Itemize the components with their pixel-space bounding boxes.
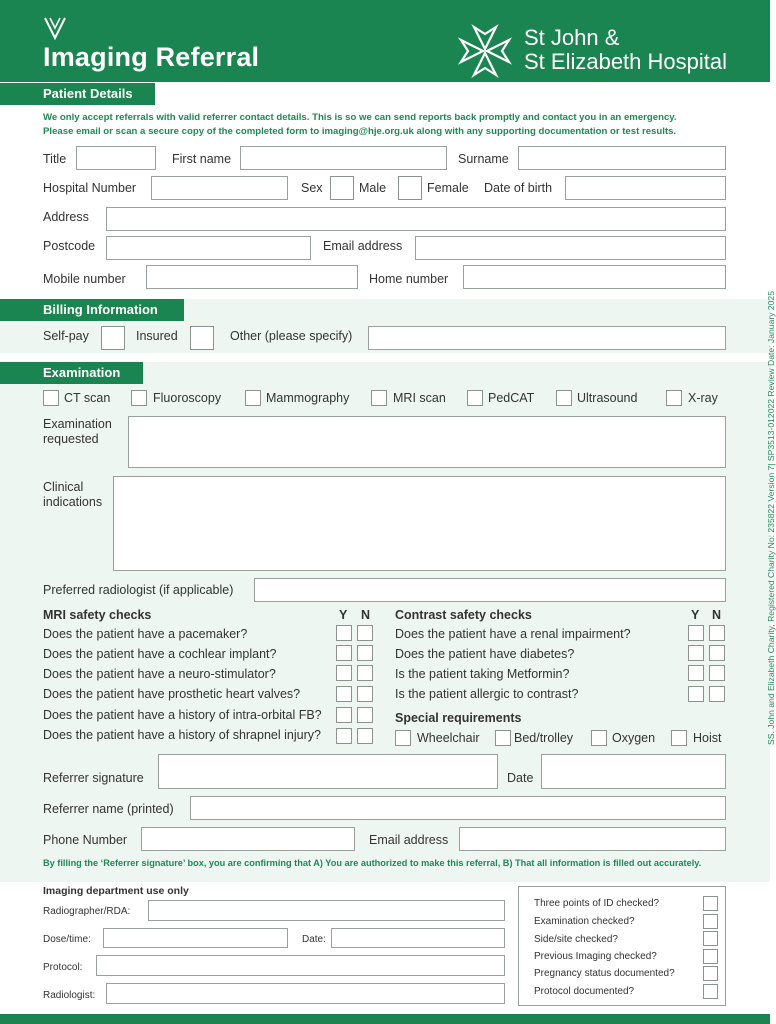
surname-field[interactable] [518, 146, 726, 170]
mri-yes-header: Y [339, 608, 348, 622]
check-protocol-checkbox[interactable] [703, 984, 718, 999]
bed-trolley-label: Bed/trolley [514, 731, 574, 745]
mri-no-header: N [361, 608, 371, 622]
header-banner [0, 0, 770, 82]
home-number-label: Home number [369, 272, 449, 286]
clinical-indications-label-1: Clinical [43, 480, 84, 494]
exam-requested-field[interactable] [128, 416, 726, 468]
mri-q1-no-checkbox[interactable] [357, 625, 373, 641]
surname-label: Surname [458, 152, 509, 166]
male-checkbox[interactable] [330, 176, 354, 200]
mri-q6-yes-checkbox[interactable] [336, 728, 352, 744]
title-field[interactable] [76, 146, 156, 170]
dosetime-label: Dose/time: [43, 934, 91, 945]
contrast-q2-no-checkbox[interactable] [709, 645, 725, 661]
patient-note-line1: We only accept referrals with valid referrer contact details. This is so we can send reports back promptly and contact you in an emergency. [43, 112, 677, 123]
hoist-label: Hoist [693, 731, 722, 745]
exam-requested-label-1: Examination [43, 417, 112, 431]
mri-question-6: Does the patient have a history of shrapnel injury? [43, 728, 321, 742]
mri-scan-label: MRI scan [393, 391, 446, 405]
wheelchair-label: Wheelchair [417, 731, 480, 745]
first-name-label: First name [172, 152, 232, 166]
referrer-email-field[interactable] [459, 827, 726, 851]
note-text-b: along with any supporting documentation or test results. [413, 126, 677, 137]
phone-number-label: Phone Number [43, 833, 128, 847]
patient-email-field[interactable] [415, 236, 726, 260]
referrer-date-field[interactable] [541, 754, 726, 789]
mri-question-2: Does the patient have a cochlear implant? [43, 647, 277, 661]
patient-section-header: Patient Details [0, 83, 155, 105]
check-exam-checkbox[interactable] [703, 914, 718, 929]
referrer-signature-field[interactable] [158, 754, 498, 789]
mri-q1-yes-checkbox[interactable] [336, 625, 352, 641]
mri-question-3: Does the patient have a neuro-stimulator? [43, 667, 276, 681]
check-exam-label: Examination checked? [534, 916, 635, 927]
ct-scan-label: CT scan [64, 391, 111, 405]
mri-question-1: Does the patient have a pacemaker? [43, 627, 248, 641]
insured-label: Insured [136, 329, 178, 343]
exam-requested-label-2: requested [43, 432, 99, 446]
mri-q6-no-checkbox[interactable] [357, 728, 373, 744]
patient-note-line2 [43, 126, 676, 137]
mri-q2-no-checkbox[interactable] [357, 645, 373, 661]
dept-use-title: Imaging department use only [43, 885, 189, 897]
contrast-q4-no-checkbox[interactable] [709, 686, 725, 702]
ultrasound-label: Ultrasound [577, 391, 638, 405]
other-field[interactable] [368, 326, 726, 350]
clinical-indications-field[interactable] [113, 476, 726, 571]
confirmation-note: By filling the ‘Referrer signature’ box, you are confirming that A) You are authorized to make this referral, B) That all information is filled out accurately. [43, 858, 702, 868]
check-protocol-label: Protocol documented? [534, 986, 635, 997]
oxygen-label: Oxygen [612, 731, 656, 745]
referrer-name-label: Referrer name (printed) [43, 802, 174, 816]
fluoroscopy-label: Fluoroscopy [153, 391, 222, 405]
mobile-field[interactable] [146, 265, 358, 289]
preferred-radiologist-label: Preferred radiologist (if applicable) [43, 583, 234, 597]
pedcat-checkbox[interactable] [467, 390, 483, 406]
org-name-line1: St John & [524, 25, 620, 50]
address-field[interactable] [106, 207, 726, 231]
mri-q3-no-checkbox[interactable] [357, 665, 373, 681]
check-pregnancy-label: Pregnancy status documented? [534, 968, 675, 979]
org-name-line2: St Elizabeth Hospital [524, 49, 727, 74]
check-side-checkbox[interactable] [703, 931, 718, 946]
contrast-question-3: Is the patient taking Metformin? [395, 667, 570, 681]
protocol-label: Protocol: [43, 962, 83, 973]
radiologist-label: Radiologist: [43, 990, 96, 1001]
dob-label: Date of birth [484, 181, 553, 195]
other-label: Other (please specify) [230, 329, 353, 343]
maltese-cross-icon [456, 22, 514, 80]
phone-number-field[interactable] [141, 827, 355, 851]
examination-section-header: Examination [0, 362, 143, 384]
contrast-q2-yes-checkbox[interactable] [688, 645, 704, 661]
side-charity-text: SS. John and Elizabeth Charity, Registered Charity No: 235822 Version 7| SP3513-012022 Review Date: January 2025 [766, 291, 776, 745]
contrast-q4-yes-checkbox[interactable] [688, 686, 704, 702]
first-name-field[interactable] [240, 146, 447, 170]
contrast-q3-no-checkbox[interactable] [709, 665, 725, 681]
selfpay-checkbox[interactable] [101, 326, 125, 350]
female-label: Female [427, 181, 469, 195]
oxygen-checkbox[interactable] [591, 730, 607, 746]
contrast-question-1: Does the patient have a renal impairment? [395, 627, 631, 641]
postcode-label: Postcode [43, 239, 96, 253]
hospital-number-field[interactable] [151, 176, 288, 200]
patient-email-label: Email address [323, 239, 403, 253]
mri-safety-title: MRI safety checks [43, 608, 152, 622]
bed-trolley-checkbox[interactable] [495, 730, 511, 746]
form-title: Imaging Referral [43, 42, 260, 72]
home-number-field[interactable] [463, 265, 726, 289]
ultrasound-checkbox[interactable] [556, 390, 572, 406]
dosetime-field[interactable] [103, 928, 288, 948]
dept-date-field[interactable] [331, 928, 505, 948]
hospital-number-label: Hospital Number [43, 181, 137, 195]
referrer-name-field[interactable] [190, 796, 726, 820]
mri-q4-no-checkbox[interactable] [357, 686, 373, 702]
fluoroscopy-checkbox[interactable] [131, 390, 147, 406]
note-email-link[interactable]: imaging@hje.org.uk [321, 126, 414, 137]
mri-scan-checkbox[interactable] [371, 390, 387, 406]
mri-q4-yes-checkbox[interactable] [336, 686, 352, 702]
check-pregnancy-checkbox[interactable] [703, 966, 718, 981]
footer-bar [0, 1014, 770, 1024]
mri-q2-yes-checkbox[interactable] [336, 645, 352, 661]
note-text-a: Please email or scan a secure copy of the completed form to [43, 126, 322, 137]
special-requirements-title: Special requirements [395, 711, 522, 725]
contrast-q1-yes-checkbox[interactable] [688, 625, 704, 641]
dept-date-label: Date: [302, 934, 326, 945]
billing-section-header: Billing Information [0, 299, 184, 321]
selfpay-label: Self-pay [43, 329, 89, 343]
mobile-label: Mobile number [43, 272, 126, 286]
check-id-checkbox[interactable] [703, 896, 718, 911]
mri-q5-yes-checkbox[interactable] [336, 707, 352, 723]
radiographer-label: Radiographer/RDA: [43, 906, 131, 917]
check-id-label: Three points of ID checked? [534, 898, 660, 909]
ct-scan-checkbox[interactable] [43, 390, 59, 406]
referrer-date-label: Date [507, 771, 534, 785]
sex-label: Sex [301, 181, 323, 195]
mammography-checkbox[interactable] [245, 390, 261, 406]
referrer-signature-label: Referrer signature [43, 771, 144, 785]
referrer-email-label: Email address [369, 833, 449, 847]
radiographer-field[interactable] [148, 900, 505, 921]
check-previous-checkbox[interactable] [703, 949, 718, 964]
chevron-logo-icon [43, 16, 67, 42]
title-label: Title [43, 152, 67, 166]
contrast-no-header: N [712, 608, 722, 622]
contrast-q1-no-checkbox[interactable] [709, 625, 725, 641]
xray-label: X-ray [688, 391, 718, 405]
contrast-q3-yes-checkbox[interactable] [688, 665, 704, 681]
contrast-question-2: Does the patient have diabetes? [395, 647, 575, 661]
mri-q3-yes-checkbox[interactable] [336, 665, 352, 681]
preferred-radiologist-field[interactable] [254, 578, 726, 602]
mammography-label: Mammography [266, 391, 350, 405]
radiologist-field[interactable] [106, 983, 505, 1004]
pedcat-label: PedCAT [488, 391, 535, 405]
address-label: Address [43, 210, 89, 224]
mri-question-4: Does the patient have prosthetic heart valves? [43, 687, 301, 701]
mri-question-5: Does the patient have a history of intra-orbital FB? [43, 708, 322, 722]
xray-checkbox[interactable] [666, 390, 682, 406]
contrast-yes-header: Y [691, 608, 700, 622]
male-label: Male [359, 181, 387, 195]
mri-q5-no-checkbox[interactable] [357, 707, 373, 723]
contrast-safety-title: Contrast safety checks [395, 608, 532, 622]
check-side-label: Side/site checked? [534, 934, 618, 945]
insured-checkbox[interactable] [190, 326, 214, 350]
dob-field[interactable] [565, 176, 726, 200]
wheelchair-checkbox[interactable] [395, 730, 411, 746]
female-checkbox[interactable] [398, 176, 422, 200]
hoist-checkbox[interactable] [671, 730, 687, 746]
protocol-field[interactable] [96, 955, 505, 976]
postcode-field[interactable] [106, 236, 311, 260]
contrast-question-4: Is the patient allergic to contrast? [395, 687, 579, 701]
check-previous-label: Previous Imaging checked? [534, 951, 657, 962]
clinical-indications-label-2: indications [43, 495, 103, 509]
